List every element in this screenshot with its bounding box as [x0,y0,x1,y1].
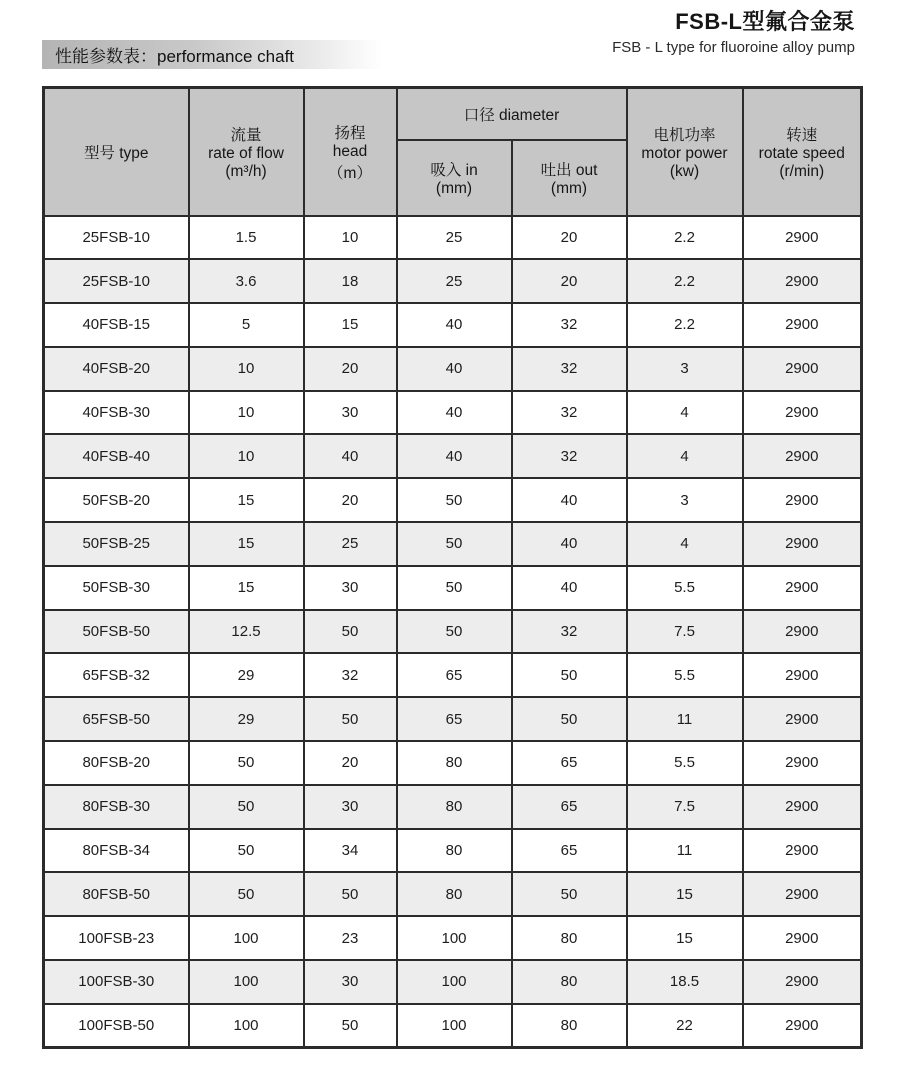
cell-flow-rate: 1.5 [189,216,304,260]
cell-discharge-diameter: 65 [512,785,627,829]
cell-head: 20 [304,741,397,785]
cell-flow-rate: 29 [189,697,304,741]
cell-flow-rate: 100 [189,916,304,960]
cell-motor-power: 5.5 [627,741,743,785]
cell-rotate-speed: 2900 [743,872,862,916]
table-row [44,216,862,260]
header-line: 扬程 [334,124,366,142]
table-row [44,697,862,741]
header-line: (kw) [669,162,700,180]
cell-flow-rate: 10 [189,434,304,478]
cell-head: 50 [304,872,397,916]
cell-type: 25FSB-10 [44,216,189,260]
cell-motor-power: 7.5 [627,610,743,654]
header-line: 型号 type [83,144,149,162]
header-line: rotate speed [758,144,845,162]
cell-rotate-speed: 2900 [743,741,862,785]
cell-motor-power: 11 [627,829,743,873]
cell-flow-rate: 5 [189,303,304,347]
header-line: (r/min) [779,162,825,180]
cell-head: 34 [304,829,397,873]
cell-motor-power: 2.2 [627,303,743,347]
cell-type: 50FSB-30 [44,566,189,610]
table-row [44,829,862,873]
table-row [44,653,862,697]
cell-flow-rate: 50 [189,741,304,785]
table-row [44,566,862,610]
cell-discharge-diameter: 32 [512,434,627,478]
cell-suction-diameter: 80 [397,872,512,916]
cell-head: 30 [304,391,397,435]
cell-type: 100FSB-50 [44,1004,189,1048]
table-row [44,610,862,654]
cell-flow-rate: 10 [189,347,304,391]
cell-type: 100FSB-30 [44,960,189,1004]
cell-rotate-speed: 2900 [743,829,862,873]
cell-head: 30 [304,566,397,610]
cell-type: 40FSB-15 [44,303,189,347]
table-row [44,522,862,566]
header-line: 吸入 in [430,161,478,179]
table-row [44,478,862,522]
header-line: rate of flow [208,144,284,162]
cell-suction-diameter: 50 [397,566,512,610]
cell-type: 80FSB-30 [44,785,189,829]
cell-discharge-diameter: 50 [512,653,627,697]
cell-suction-diameter: 80 [397,785,512,829]
document-title-en: FSB - L type for fluoroine alloy pump [612,39,855,56]
table-row [44,785,862,829]
cell-rotate-speed: 2900 [743,566,862,610]
document-title-zh: FSB-L型氟合金泵 [675,9,855,34]
col-header-suction-diameter [397,140,512,216]
cell-flow-rate: 29 [189,653,304,697]
cell-type: 100FSB-23 [44,916,189,960]
table-row [44,1004,862,1048]
cell-type: 50FSB-25 [44,522,189,566]
cell-rotate-speed: 2900 [743,522,862,566]
cell-rotate-speed: 2900 [743,303,862,347]
performance-table [42,86,863,1049]
cell-head: 40 [304,434,397,478]
cell-suction-diameter: 40 [397,347,512,391]
table-row [44,741,862,785]
cell-type: 80FSB-50 [44,872,189,916]
cell-rotate-speed: 2900 [743,610,862,654]
cell-flow-rate: 100 [189,960,304,1004]
cell-rotate-speed: 2900 [743,259,862,303]
cell-motor-power: 4 [627,434,743,478]
table-row [44,960,862,1004]
cell-discharge-diameter: 20 [512,216,627,260]
header-line: 吐出 out [540,161,598,179]
cell-head: 30 [304,960,397,1004]
cell-discharge-diameter: 65 [512,741,627,785]
cell-discharge-diameter: 65 [512,829,627,873]
cell-suction-diameter: 80 [397,829,512,873]
cell-motor-power: 18.5 [627,960,743,1004]
cell-flow-rate: 50 [189,785,304,829]
cell-suction-diameter: 100 [397,1004,512,1048]
cell-discharge-diameter: 32 [512,610,627,654]
cell-motor-power: 22 [627,1004,743,1048]
cell-flow-rate: 15 [189,478,304,522]
cell-motor-power: 2.2 [627,216,743,260]
cell-head: 50 [304,610,397,654]
header-line: (mm) [435,179,473,197]
header-line: 电机功率 [653,126,716,144]
cell-rotate-speed: 2900 [743,478,862,522]
cell-head: 50 [304,697,397,741]
cell-suction-diameter: 25 [397,216,512,260]
cell-discharge-diameter: 32 [512,303,627,347]
cell-suction-diameter: 50 [397,522,512,566]
cell-discharge-diameter: 50 [512,697,627,741]
cell-discharge-diameter: 32 [512,391,627,435]
cell-head: 15 [304,303,397,347]
cell-discharge-diameter: 80 [512,960,627,1004]
cell-motor-power: 15 [627,872,743,916]
cell-motor-power: 4 [627,391,743,435]
cell-rotate-speed: 2900 [743,653,862,697]
cell-rotate-speed: 2900 [743,697,862,741]
cell-motor-power: 3 [627,478,743,522]
cell-discharge-diameter: 20 [512,259,627,303]
cell-suction-diameter: 80 [397,741,512,785]
document-title-block [612,5,855,56]
cell-rotate-speed: 2900 [743,1004,862,1048]
cell-motor-power: 5.5 [627,566,743,610]
cell-flow-rate: 10 [189,391,304,435]
table-row [44,872,862,916]
col-header-diameter-group: 口径 diameter [397,88,627,140]
cell-discharge-diameter: 40 [512,522,627,566]
cell-suction-diameter: 100 [397,960,512,1004]
cell-flow-rate: 50 [189,829,304,873]
cell-suction-diameter: 65 [397,697,512,741]
table-row [44,347,862,391]
cell-discharge-diameter: 40 [512,566,627,610]
header-line: 转速 [786,126,818,144]
cell-head: 30 [304,785,397,829]
cell-motor-power: 11 [627,697,743,741]
cell-rotate-speed: 2900 [743,916,862,960]
table-row [44,391,862,435]
cell-suction-diameter: 50 [397,610,512,654]
header-line: head [332,142,368,160]
cell-suction-diameter: 40 [397,391,512,435]
col-header-head [304,88,397,216]
col-header-flow-rate [189,88,304,216]
cell-type: 65FSB-32 [44,653,189,697]
col-header-rotate-speed [743,88,862,216]
cell-motor-power: 15 [627,916,743,960]
cell-type: 25FSB-10 [44,259,189,303]
cell-rotate-speed: 2900 [743,960,862,1004]
table-row [44,259,862,303]
table-body [44,216,862,1048]
cell-motor-power: 7.5 [627,785,743,829]
cell-type: 40FSB-30 [44,391,189,435]
cell-flow-rate: 50 [189,872,304,916]
cell-type: 50FSB-50 [44,610,189,654]
col-header-motor-power [627,88,743,216]
cell-head: 50 [304,1004,397,1048]
cell-head: 25 [304,522,397,566]
cell-type: 40FSB-40 [44,434,189,478]
cell-rotate-speed: 2900 [743,434,862,478]
cell-flow-rate: 100 [189,1004,304,1048]
table-row [44,303,862,347]
cell-discharge-diameter: 80 [512,916,627,960]
cell-rotate-speed: 2900 [743,216,862,260]
col-header-type [44,88,189,216]
cell-flow-rate: 12.5 [189,610,304,654]
cell-head: 10 [304,216,397,260]
cell-type: 40FSB-20 [44,347,189,391]
cell-motor-power: 5.5 [627,653,743,697]
cell-discharge-diameter: 50 [512,872,627,916]
cell-suction-diameter: 40 [397,434,512,478]
cell-discharge-diameter: 40 [512,478,627,522]
cell-discharge-diameter: 32 [512,347,627,391]
cell-head: 32 [304,653,397,697]
header-line: 流量 [230,126,262,144]
header-line: motor power [641,144,728,162]
cell-head: 20 [304,478,397,522]
cell-type: 80FSB-20 [44,741,189,785]
cell-flow-rate: 3.6 [189,259,304,303]
table-row [44,916,862,960]
col-header-discharge-diameter [512,140,627,216]
cell-head: 18 [304,259,397,303]
table-header [44,88,862,216]
header-line: （m） [328,164,372,182]
cell-suction-diameter: 65 [397,653,512,697]
cell-motor-power: 4 [627,522,743,566]
cell-rotate-speed: 2900 [743,391,862,435]
cell-head: 23 [304,916,397,960]
section-label: 性能参数表：performance chaft [55,47,295,66]
cell-suction-diameter: 50 [397,478,512,522]
cell-type: 50FSB-20 [44,478,189,522]
cell-rotate-speed: 2900 [743,785,862,829]
cell-type: 65FSB-50 [44,697,189,741]
cell-head: 20 [304,347,397,391]
section-label-bar [42,40,382,69]
cell-suction-diameter: 25 [397,259,512,303]
cell-type: 80FSB-34 [44,829,189,873]
cell-rotate-speed: 2900 [743,347,862,391]
cell-motor-power: 3 [627,347,743,391]
cell-flow-rate: 15 [189,522,304,566]
cell-motor-power: 2.2 [627,259,743,303]
cell-suction-diameter: 100 [397,916,512,960]
cell-flow-rate: 15 [189,566,304,610]
header-line: (m³/h) [225,162,267,180]
table-row [44,434,862,478]
header-line: (mm) [550,179,588,197]
cell-suction-diameter: 40 [397,303,512,347]
cell-discharge-diameter: 80 [512,1004,627,1048]
